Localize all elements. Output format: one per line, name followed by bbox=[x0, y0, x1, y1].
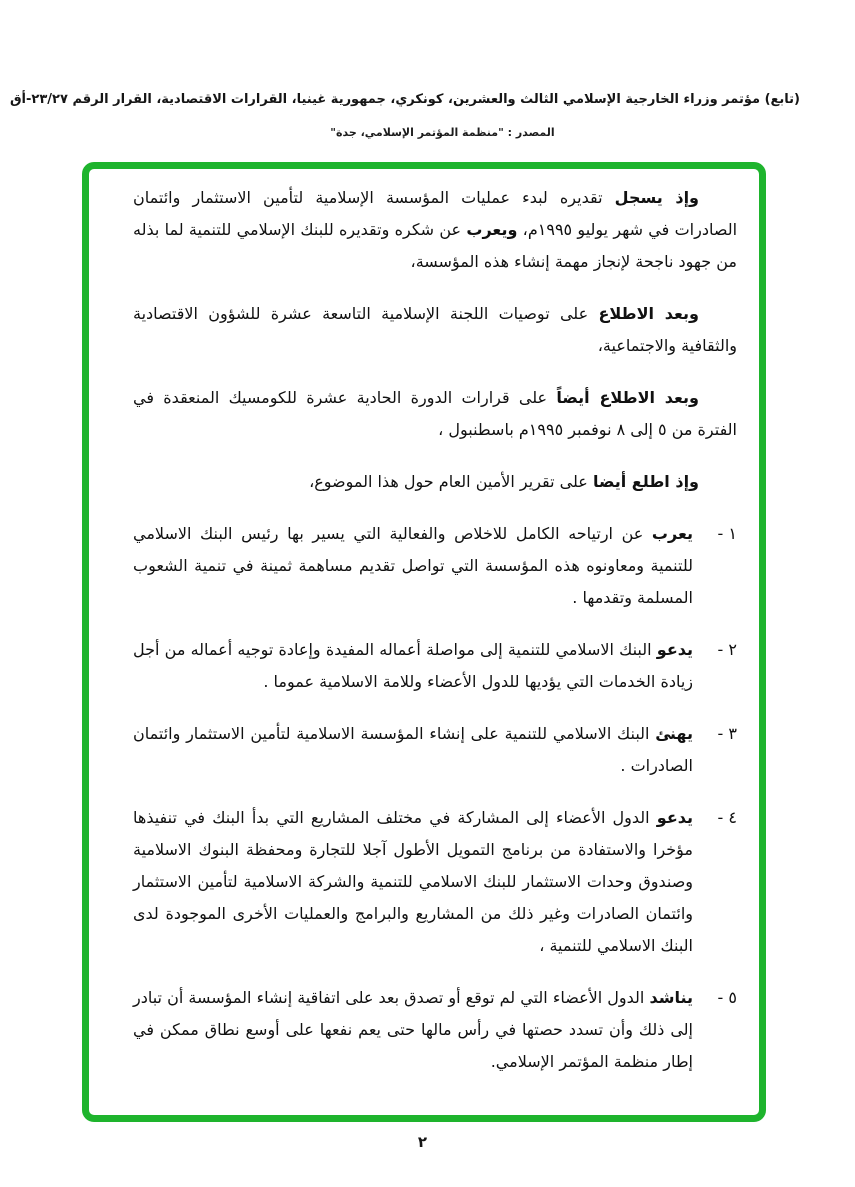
page-number: ٢ bbox=[417, 1133, 428, 1151]
item-lead: يدعو bbox=[656, 640, 693, 659]
preamble-lead: وإذ اطلع أيضا bbox=[592, 472, 699, 491]
document-header-line: (تابع) مؤتمر وزراء الخارجية الإسلامي الثالث والعشرين، كونكري، جمهورية غينيا، القرارات الاقتصادية، القرار الرقم ٢٣/٢٧-أق bbox=[9, 92, 800, 107]
preamble-lead: وبعد الاطلاع أيضاً bbox=[556, 388, 699, 407]
item-lead: يعرب bbox=[651, 524, 693, 543]
item-lead: يدعو bbox=[656, 808, 693, 827]
item-number: ٤ - bbox=[717, 808, 737, 827]
item-number: ٢ - bbox=[717, 640, 737, 659]
item-lead: يهنئ bbox=[655, 724, 693, 743]
highlight-border-box bbox=[82, 162, 766, 1122]
preamble-paragraph-4 bbox=[133, 466, 737, 498]
resolution-item-5 bbox=[133, 982, 737, 1078]
item-text bbox=[133, 518, 693, 614]
item-body: البنك الاسلامي للتنمية على إنشاء المؤسسة الاسلامية لتأمين الاستثمار وائتمان الصادرات . bbox=[133, 724, 693, 775]
preamble-lead: وبعد الاطلاع bbox=[598, 304, 699, 323]
preamble-text: عن شكره وتقديره للبنك الإسلامي للتنمية لما بذله من جهود ناجحة لإنجاز مهمة إنشاء هذه المؤسسة، bbox=[133, 220, 737, 271]
preamble-lead: ويعرب bbox=[466, 220, 518, 239]
preamble-text: على توصيات اللجنة الإسلامية التاسعة عشرة للشؤون الاقتصادية والثقافية والاجتماعية، bbox=[133, 304, 737, 355]
item-body: الدول الأعضاء إلى المشاركة في مختلف المشاريع التي بدأ البنك في تنفيذها مؤخرا والاستفادة من برنامج التمويل الأطول آجلا للتجارة ومحفظة البنوك الاسلامية وصندوق وحدات الاستثمار للبنك الاسلامي للتنمية والشركة الاسلامية لتأمين الاستثمار وائتمان الصادرات وغير ذلك من المشاريع والبرامج والعمليات الأخرى الموجودة لدى البنك الاسلامي للتنمية ، bbox=[133, 808, 693, 955]
item-text bbox=[133, 718, 693, 782]
preamble-text: على قرارات الدورة الحادية عشرة للكومسيك المنعقدة في الفترة من ٥ إلى ٨ نوفمبر ١٩٩٥م باسطنبول ، bbox=[133, 388, 737, 439]
resolution-item-3 bbox=[133, 718, 737, 782]
preamble-paragraph-1 bbox=[133, 182, 737, 278]
item-body: عن ارتياحه الكامل للاخلاص والفعالية التي يسير بها رئيس البنك الاسلامي للتنمية ومعاونوه هذه المؤسسة التي تواصل تقديم مساهمة ثمينة في تنمية الشعوب المسلمة وتقدمها . bbox=[133, 524, 693, 607]
document-source-line: المصدر : "منظمة المؤتمر الإسلامي، جدة" bbox=[330, 126, 555, 139]
resolution-item-2 bbox=[133, 634, 737, 698]
item-number: ١ - bbox=[717, 524, 737, 543]
resolution-item-1 bbox=[133, 518, 737, 614]
preamble-text: تقديره لبدء عمليات المؤسسة الإسلامية لتأمين الاستثمار وائتمان الصادرات في شهر يوليو ١٩٩٥م، bbox=[133, 188, 738, 239]
preamble-lead: وإذ يسجل bbox=[614, 188, 700, 207]
item-number: ٣ - bbox=[717, 724, 737, 743]
document-body bbox=[89, 169, 759, 1078]
item-number: ٥ - bbox=[717, 988, 737, 1007]
item-lead: يناشد bbox=[649, 988, 693, 1007]
item-body: البنك الاسلامي للتنمية إلى مواصلة أعماله المفيدة وإعادة توجيه أعماله من أجل زيادة الخدمات التي يؤديها للدول الأعضاء وللامة الاسلامية عموما . bbox=[133, 640, 693, 691]
item-text bbox=[133, 982, 693, 1078]
preamble-text: على تقرير الأمين العام حول هذا الموضوع، bbox=[309, 472, 593, 491]
resolution-item-4 bbox=[133, 802, 737, 962]
item-text bbox=[133, 634, 693, 698]
preamble-paragraph-3 bbox=[133, 382, 737, 446]
preamble-paragraph-2 bbox=[133, 298, 737, 362]
item-body: الدول الأعضاء التي لم توقع أو تصدق بعد على اتفاقية إنشاء المؤسسة أن تبادر إلى ذلك وأن تسدد حصتها في رأس مالها حتى يعم نفعها على أوسع نطاق ممكن في إطار منظمة المؤتمر الإسلامي. bbox=[133, 988, 693, 1071]
item-text bbox=[133, 802, 693, 962]
